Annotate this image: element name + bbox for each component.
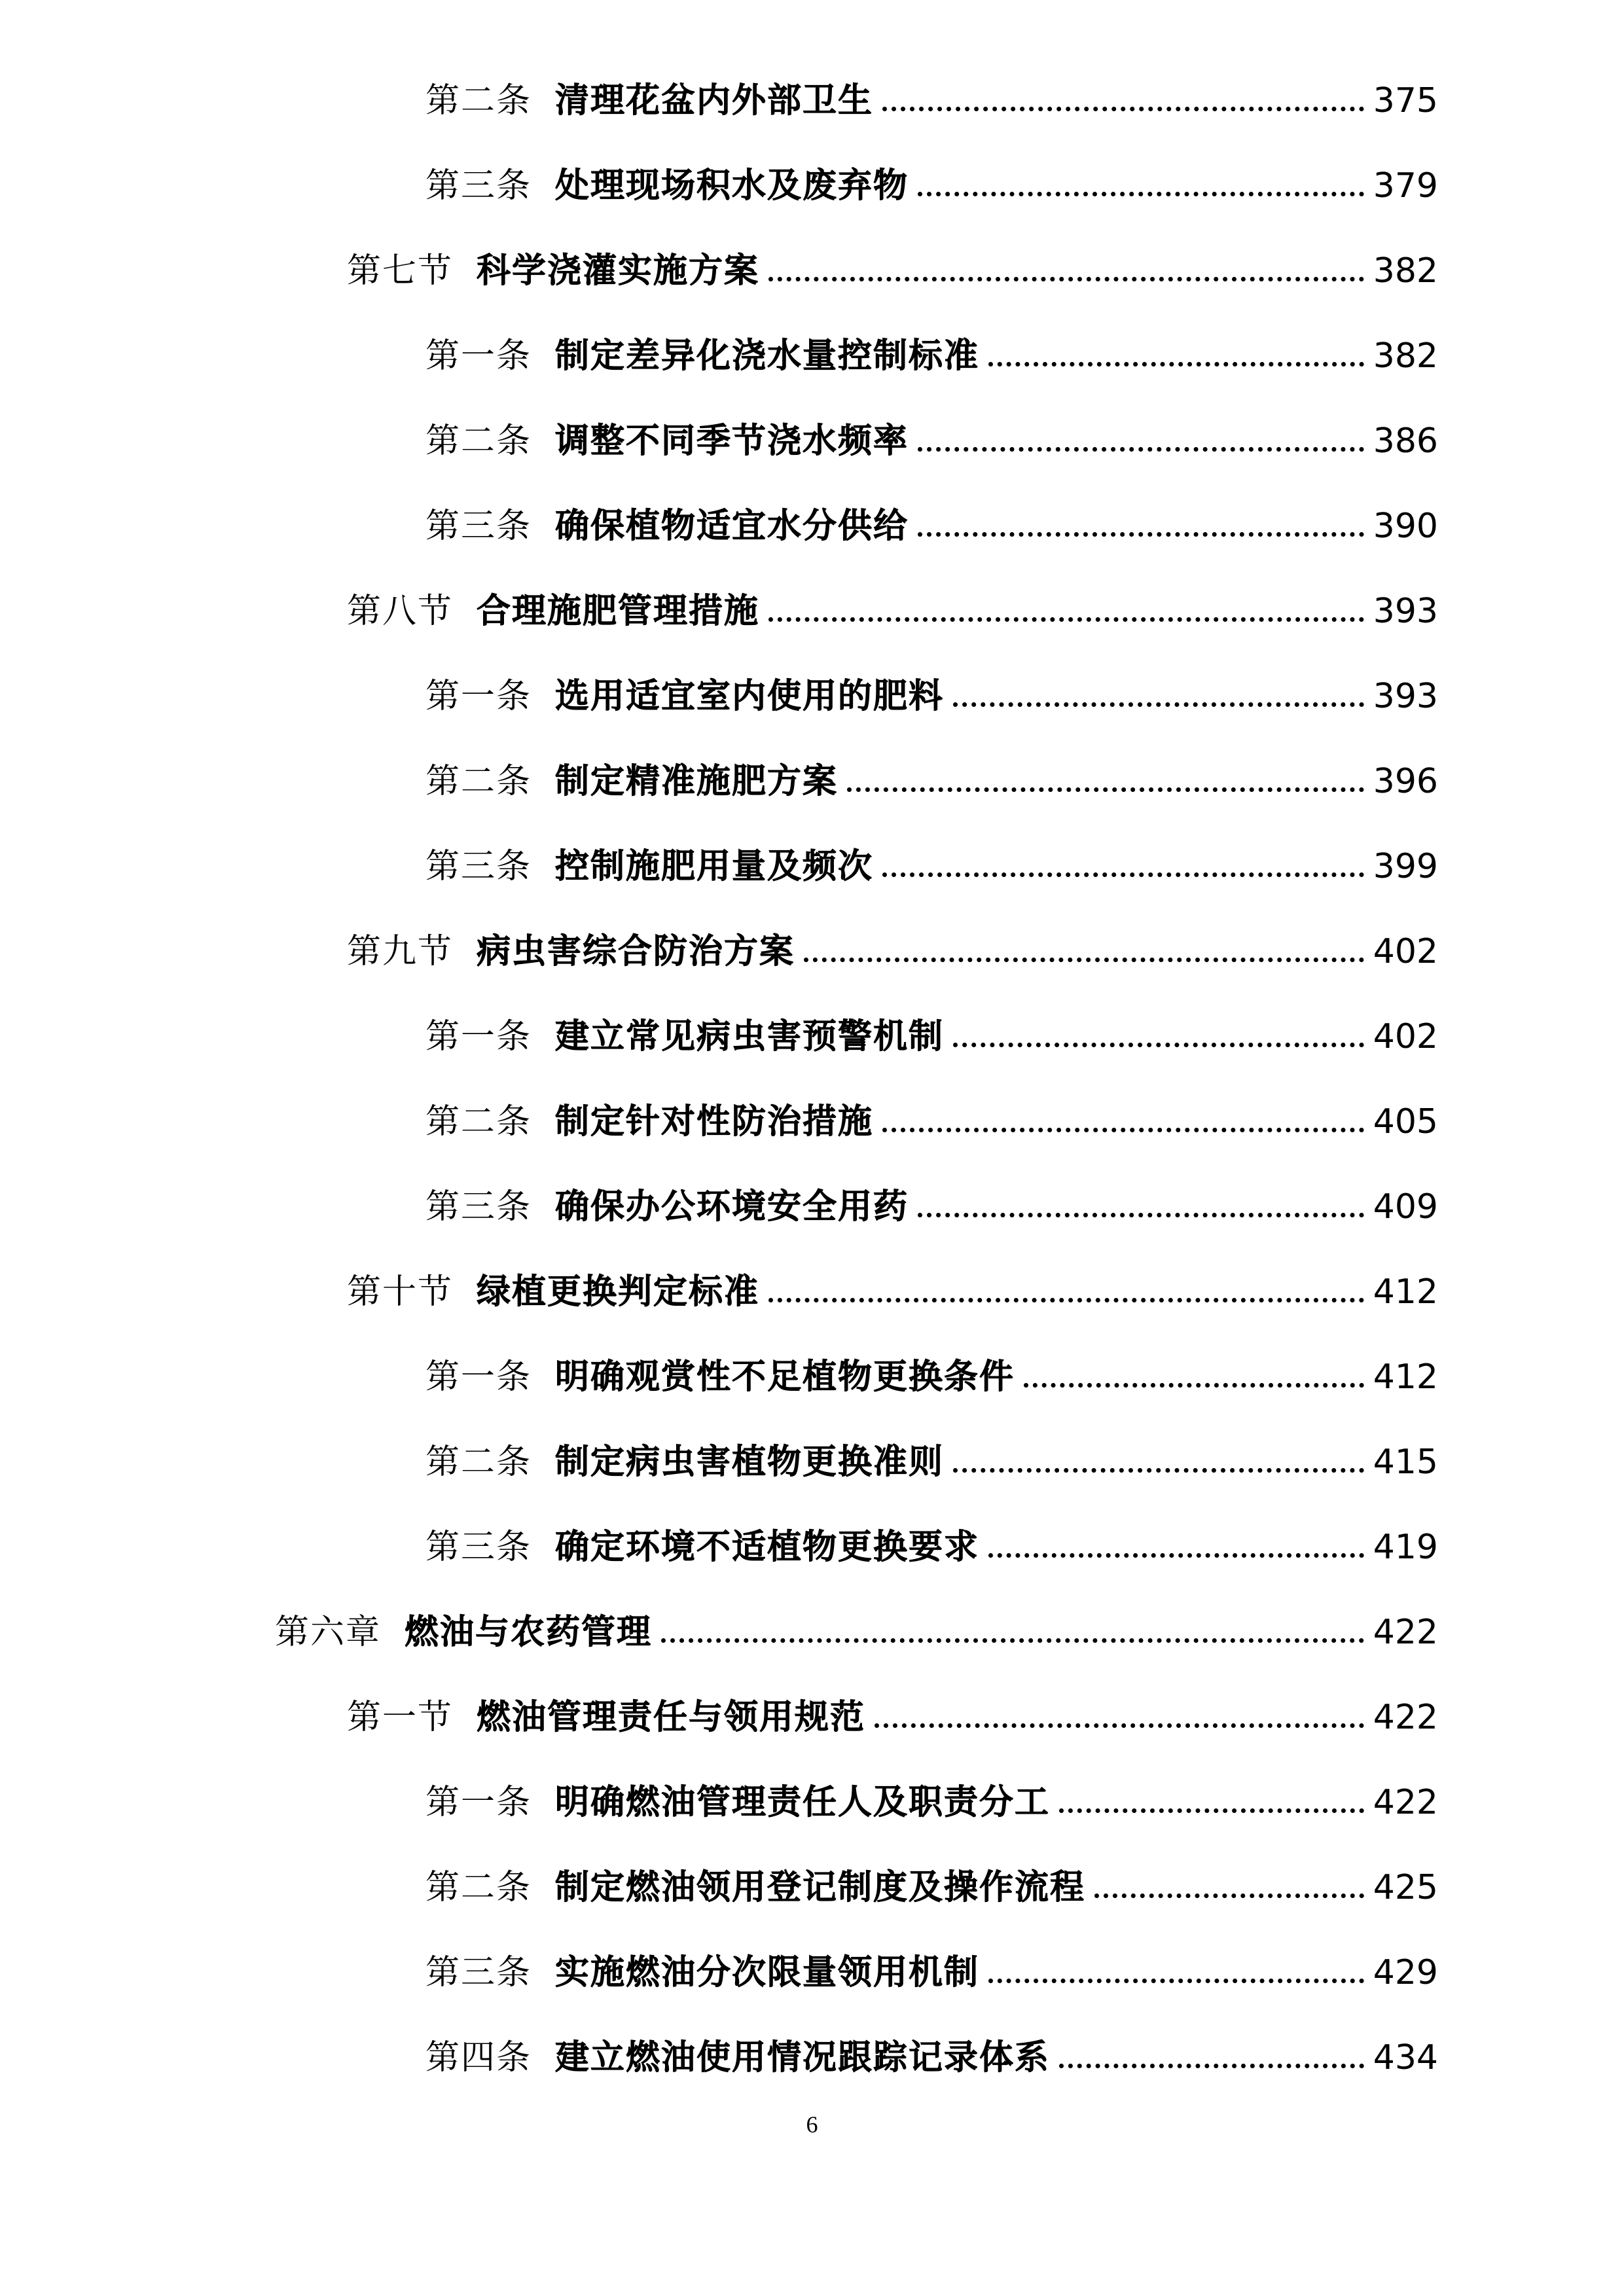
toc-entry-number: 第一条 (425, 1017, 532, 1056)
toc-entry-number: 第三条 (425, 1953, 532, 1992)
toc-entry-title: 燃油与农药管理 (405, 1612, 653, 1652)
toc-entry[interactable] (425, 1761, 1438, 1820)
toc-entry-number: 第六章 (275, 1613, 382, 1652)
toc-entry-number: 第二条 (425, 81, 532, 120)
toc-entry-title: 建立燃油使用情况跟踪记录体系 (555, 2037, 1051, 2077)
toc-entry-page: 386 (1373, 422, 1438, 461)
toc-entry-page: 405 (1373, 1102, 1438, 1141)
toc-entry-number: 第二条 (425, 1443, 532, 1482)
toc-entry[interactable] (425, 484, 1438, 546)
toc-entry-label (347, 1272, 760, 1312)
toc-entry-label (425, 761, 839, 801)
toc-entry-number: 第一条 (425, 677, 532, 716)
toc-entry-page: 412 (1373, 1357, 1438, 1397)
toc-entry[interactable] (425, 59, 1438, 118)
toc-entry-title: 病虫害综合防治方案 (477, 931, 795, 971)
toc-dot-leader (953, 1468, 1364, 1473)
toc-entry-page: 402 (1373, 932, 1438, 971)
toc-dot-leader (988, 1979, 1364, 1983)
toc-entry[interactable] (347, 1676, 1438, 1737)
toc-entry[interactable] (425, 1505, 1438, 1567)
toc-entry[interactable] (347, 229, 1438, 291)
toc-entry-page: 422 (1373, 1783, 1438, 1822)
toc-dot-leader (1059, 1808, 1364, 1813)
toc-entry-page: 399 (1373, 847, 1438, 886)
toc-entry-label (347, 931, 795, 971)
toc-entry-number: 第二条 (425, 1102, 532, 1141)
toc-entry-page: 409 (1373, 1187, 1438, 1227)
toc-entry[interactable] (425, 995, 1438, 1054)
toc-entry-label (425, 1187, 909, 1227)
toc-entry-number: 第四条 (425, 2038, 532, 2077)
toc-entry-page: 429 (1373, 1953, 1438, 1992)
toc-entry[interactable] (425, 1335, 1438, 1397)
toc-entry-title: 确定环境不适植物更换要求 (555, 1527, 980, 1567)
toc-entry-label (425, 506, 909, 546)
toc-dot-leader (1094, 1893, 1364, 1898)
page-number: 6 (806, 2111, 818, 2138)
toc-dot-leader (918, 192, 1364, 196)
toc-entry-label (425, 1442, 945, 1482)
toc-entry-page: 379 (1373, 166, 1438, 206)
toc-entry-number: 第一条 (425, 1357, 532, 1397)
toc-dot-leader (661, 1638, 1364, 1643)
toc-entry-title: 燃油管理责任与领用规范 (477, 1697, 866, 1737)
toc-entry-label (425, 1867, 1086, 1907)
toc-entry-number: 第二条 (425, 762, 532, 801)
toc-entry-page: 396 (1373, 762, 1438, 801)
toc-entry-label (425, 166, 909, 206)
toc-entry[interactable] (425, 825, 1438, 884)
toc-entry-page: 412 (1373, 1272, 1438, 1312)
toc-entry-page: 393 (1373, 677, 1438, 716)
toc-entry-page: 415 (1373, 1443, 1438, 1482)
toc-entry-page: 375 (1373, 81, 1438, 120)
toc-dot-leader (768, 1298, 1364, 1302)
toc-dot-leader (882, 107, 1364, 111)
toc-entry-label (425, 846, 874, 886)
toc-entry-number: 第一节 (347, 1698, 454, 1737)
toc-dot-leader (1059, 2064, 1364, 2068)
toc-dot-leader (882, 872, 1364, 877)
toc-entry-page: 419 (1373, 1528, 1438, 1567)
toc-entry-label (347, 1697, 866, 1737)
toc-entry[interactable] (275, 1590, 1438, 1652)
toc-entry-page: 382 (1373, 336, 1438, 376)
toc-entry-title: 确保植物适宜水分供给 (555, 506, 909, 546)
toc-entry-number: 第三条 (425, 1187, 532, 1227)
toc-dot-leader (918, 447, 1364, 452)
toc-entry-title: 制定差异化浇水量控制标准 (555, 336, 980, 376)
toc-dot-leader (918, 1213, 1364, 1217)
toc-entry-page: 382 (1373, 251, 1438, 291)
toc-entry-label (347, 591, 760, 631)
toc-entry-title: 科学浇灌实施方案 (477, 251, 760, 291)
toc-entry-label (425, 1952, 980, 1992)
toc-dot-leader (768, 617, 1364, 622)
toc-entry-label (425, 1527, 980, 1567)
toc-dot-leader (918, 532, 1364, 537)
toc-entry-label (425, 1102, 874, 1141)
toc-entry[interactable] (425, 1165, 1438, 1227)
toc-entry-title: 建立常见病虫害预警机制 (555, 1016, 945, 1056)
toc-dot-leader (875, 1723, 1364, 1728)
toc-entry-label (425, 1016, 945, 1056)
toc-entry[interactable] (425, 655, 1438, 716)
toc-entry-label (347, 251, 760, 291)
toc-entry-page: 422 (1373, 1698, 1438, 1737)
toc-entry[interactable] (347, 569, 1438, 631)
toc-entry-title: 制定针对性防治措施 (555, 1102, 874, 1141)
toc-entry-label (425, 676, 945, 716)
toc-entry[interactable] (425, 1420, 1438, 1482)
toc-entry[interactable] (425, 144, 1438, 206)
toc-entry-title: 合理施肥管理措施 (477, 591, 760, 631)
toc-dot-leader (768, 277, 1364, 281)
toc-entry[interactable] (425, 1931, 1438, 1990)
toc-entry-number: 第九节 (347, 932, 454, 971)
toc-entry-title: 调整不同季节浇水频率 (555, 421, 909, 461)
toc-entry-title: 明确观赏性不足植物更换条件 (555, 1357, 1015, 1397)
toc-entry-number: 第三条 (425, 166, 532, 206)
toc-entry-label (425, 1357, 1015, 1397)
toc-entry-number: 第一条 (425, 1783, 532, 1822)
toc-dot-leader (953, 702, 1364, 707)
toc-entry-number: 第三条 (425, 507, 532, 546)
toc-entry-label (425, 421, 909, 461)
toc-entry[interactable] (347, 1250, 1438, 1312)
toc-entry-number: 第三条 (425, 847, 532, 886)
toc-entry-number: 第八节 (347, 592, 454, 631)
toc-entry-title: 明确燃油管理责任人及职责分工 (555, 1782, 1051, 1822)
toc-entry-number: 第一条 (425, 336, 532, 376)
toc-entry-number: 第三条 (425, 1528, 532, 1567)
toc-entry[interactable] (347, 910, 1438, 969)
toc-entry[interactable] (425, 399, 1438, 461)
toc-entry-title: 控制施肥用量及频次 (555, 846, 874, 886)
toc-entry[interactable] (425, 2016, 1438, 2075)
toc-dot-leader (953, 1043, 1364, 1047)
toc-dot-leader (988, 1553, 1364, 1558)
toc-entry-label (425, 2037, 1051, 2077)
toc-entry-label (425, 1782, 1051, 1822)
toc-entry[interactable] (425, 314, 1438, 376)
toc-entry[interactable] (425, 740, 1438, 801)
toc-dot-leader (804, 958, 1364, 962)
toc-entry-label (425, 81, 874, 120)
toc-entry-label (425, 336, 980, 376)
toc-entry-page: 402 (1373, 1017, 1438, 1056)
toc-entry-title: 实施燃油分次限量领用机制 (555, 1952, 980, 1992)
toc-dot-leader (988, 362, 1364, 367)
toc-entry[interactable] (425, 1846, 1438, 1905)
toc-entry-title: 选用适宜室内使用的肥料 (555, 676, 945, 716)
toc-entry-number: 第七节 (347, 251, 454, 291)
toc-entry-page: 425 (1373, 1868, 1438, 1907)
toc-entry-page: 393 (1373, 592, 1438, 631)
toc-entry-number: 第十节 (347, 1272, 454, 1312)
toc-entry-label (275, 1612, 653, 1652)
toc-entry-title: 确保办公环境安全用药 (555, 1187, 909, 1227)
toc-dot-leader (1024, 1383, 1364, 1388)
toc-entry-page: 390 (1373, 507, 1438, 546)
toc-entry[interactable] (425, 1080, 1438, 1139)
toc-entry-title: 制定燃油领用登记制度及操作流程 (555, 1867, 1086, 1907)
toc-entry-title: 处理现场积水及废弃物 (555, 166, 909, 206)
toc-dot-leader (847, 787, 1364, 792)
toc-dot-leader (882, 1128, 1364, 1132)
toc-entry-title: 绿植更换判定标准 (477, 1272, 760, 1312)
toc-entry-title: 清理花盆内外部卫生 (555, 81, 874, 120)
toc-entry-page: 422 (1373, 1613, 1438, 1652)
toc-entry-title: 制定精准施肥方案 (555, 761, 839, 801)
toc-entry-number: 第二条 (425, 422, 532, 461)
toc-entry-number: 第二条 (425, 1868, 532, 1907)
toc-entry-page: 434 (1373, 2038, 1438, 2077)
toc-entry-title: 制定病虫害植物更换准则 (555, 1442, 945, 1482)
